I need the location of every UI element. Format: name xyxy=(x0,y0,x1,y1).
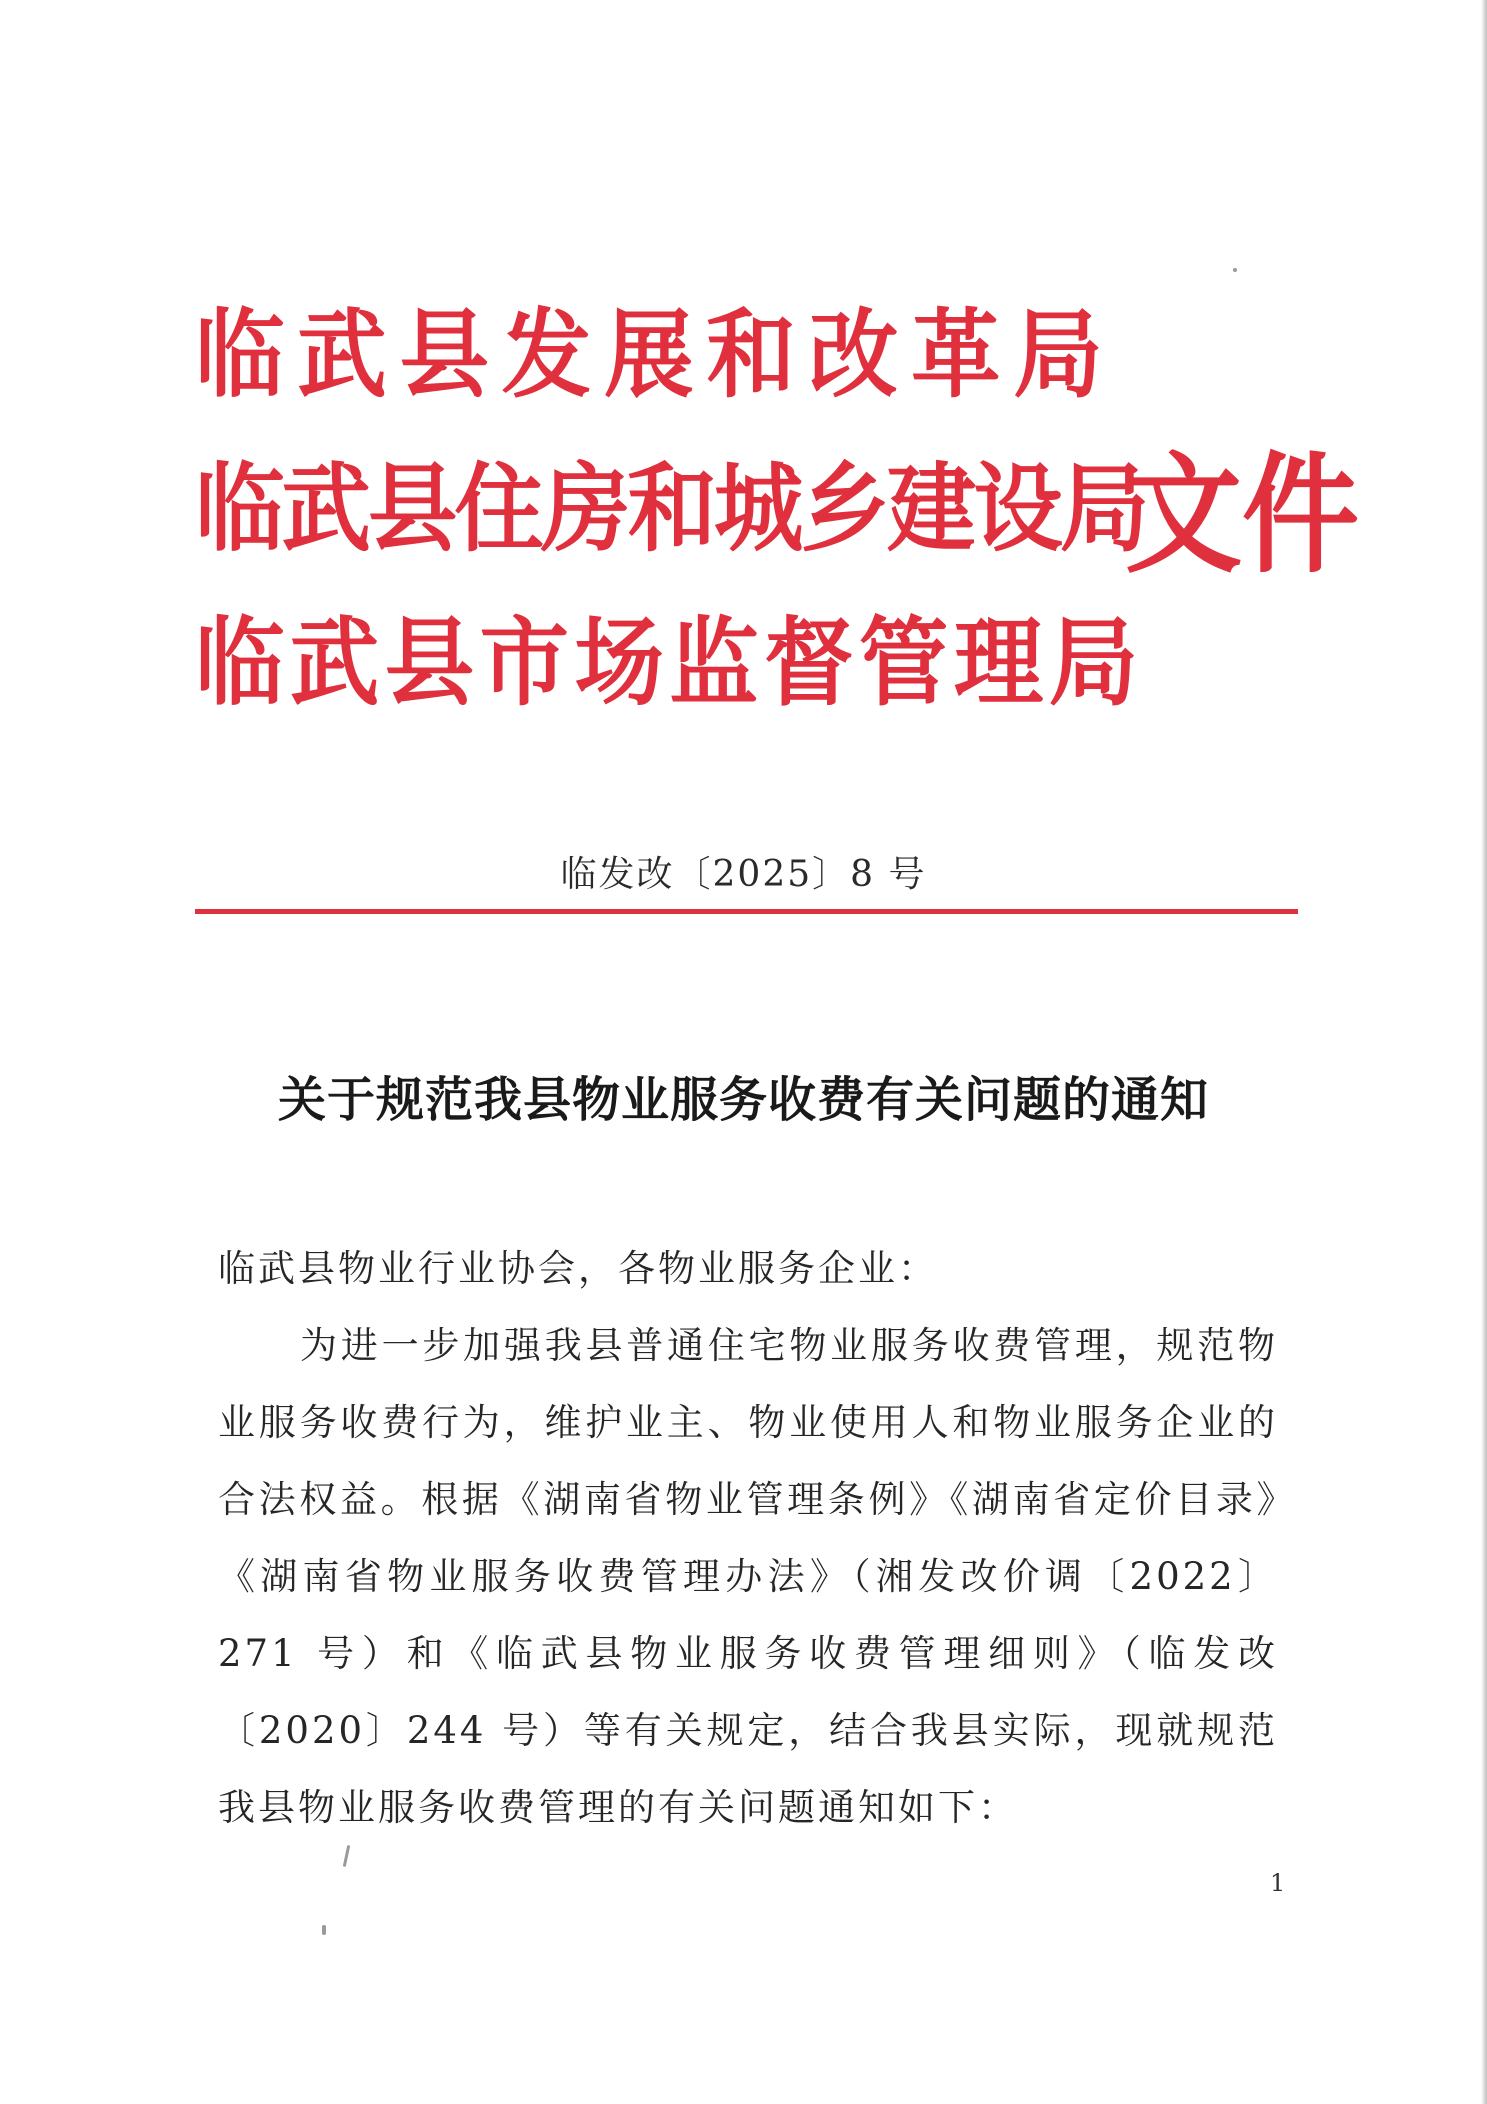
agency-name-2: 临武县住房和城乡建设局 xyxy=(195,453,1147,565)
salutation: 临武县物业行业协会，各物业服务企业： xyxy=(218,1247,938,1290)
page-number: 1 xyxy=(1270,1869,1286,1897)
notice-body xyxy=(218,1230,1278,1846)
scan-smudge xyxy=(1233,268,1237,272)
document-number: 临发改〔2025〕8 号 xyxy=(560,854,927,895)
agency-name-1: 临武县发展和改革局 xyxy=(195,299,1116,411)
scan-smudge xyxy=(343,1845,351,1867)
notice-title: 关于规范我县物业服务收费有关问题的通知 xyxy=(277,1072,1209,1128)
document-type-label: 文件 xyxy=(1125,439,1360,591)
agency-name-3: 临武县市场监督管理局 xyxy=(195,607,1144,719)
body-paragraph: 为进一步加强我县普通住宅物业服务收费管理，规范物业服务收费行为，维护业主、物业使用人和物业服务企业的合法权益。根据《湖南省物业管理条例》《湖南省定价目录》《湖南省物业服务收费管理办法》（湘发改价调〔2022〕271 号）和《临武县物业服务收费管理细则》（临发改〔2020〕244 号）等有关规定，结合我县实际，现就规范我县物业服务收费管理的有关问题通知如下： xyxy=(218,1324,1278,1829)
red-divider-line xyxy=(195,909,1298,914)
document-header xyxy=(195,299,1360,730)
scan-smudge xyxy=(322,1925,326,1935)
scan-edge xyxy=(1481,0,1487,2104)
